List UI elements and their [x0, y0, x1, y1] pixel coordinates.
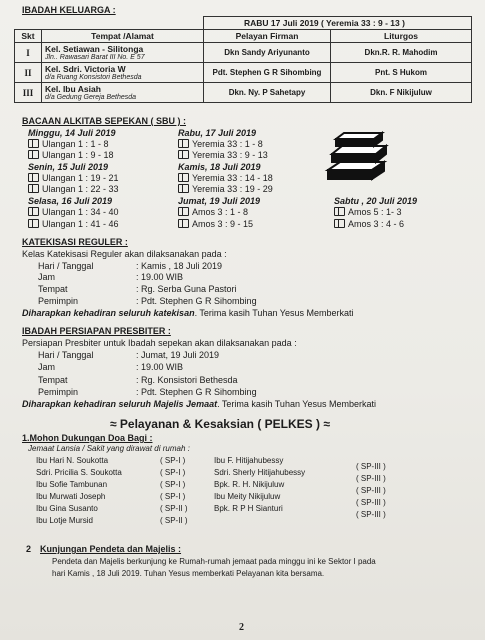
bible-icon: [178, 173, 189, 182]
field-label: Pemimpin: [38, 296, 79, 306]
row-skt: II: [15, 63, 42, 83]
ibadah-keluarga-date-line: RABU 17 Juli 2019 ( Yeremia 33 : 9 - 13 ): [204, 17, 472, 30]
reading-text: Yeremia 33 : 9 - 13: [192, 150, 268, 160]
list-item: Ibu Hari N. Soukotta: [36, 456, 109, 465]
sbu-reading: [28, 139, 109, 149]
pelkes-item2-line1: Pendeta dan Majelis berkunjung ke Rumah-rumah jemaat pada minggu ini ke Sektor I pada: [52, 557, 376, 566]
list-item-sector: ( SP-I ): [160, 456, 186, 465]
ibadah-keluarga-heading: IBADAH KELUARGA :: [22, 5, 116, 15]
list-item: Sdri. Pricilia S. Soukotta: [36, 468, 122, 477]
sbu-day: Minggu, 14 Juli 2019: [28, 128, 116, 138]
sbu-heading: BACAAN ALKITAB SEPEKAN ( SBU ) :: [22, 116, 186, 126]
reading-text: Ulangan 1 : 41 - 46: [42, 219, 119, 229]
katekisasi-intro: Kelas Katekisasi Reguler akan dilaksanakan pada :: [22, 249, 227, 259]
list-item: Bpk. R. H. Nikijuluw: [214, 480, 285, 489]
sbu-day: Senin, 15 Juli 2019: [28, 162, 109, 172]
reading-text: Amos 5 : 1- 3: [348, 207, 402, 217]
row-pelayan: Dkn. Ny. P Sahetapy: [204, 83, 331, 103]
field-label: Hari / Tanggal: [38, 261, 94, 271]
field-value: : Rg. Konsistori Bethesda: [136, 375, 238, 385]
sbu-reading: [178, 173, 273, 183]
list-item: Ibu Lotje Mursid: [36, 516, 93, 525]
list-item: Ibu F. Hitijahubessy: [214, 456, 284, 465]
sbu-reading: [178, 139, 263, 149]
field-label: Pemimpin: [38, 387, 79, 397]
row-name: Kel. Ibu Asiah: [45, 84, 101, 94]
closing-bold: Diharapkan kehadiran seluruh Majelis Jemaat: [22, 399, 218, 409]
persiapan-closing: [22, 399, 376, 409]
field-value: : Jumat, 19 Juli 2019: [136, 350, 220, 360]
bible-icon: [178, 219, 189, 228]
reading-text: Ulangan 1 : 34 - 40: [42, 207, 119, 217]
list-item-sector: ( SP-III ): [356, 462, 386, 471]
sbu-reading: [178, 219, 253, 229]
field-value: : Pdt. Stephen G R Sihombing: [136, 387, 257, 397]
list-item-sector: ( SP-II ): [160, 504, 188, 513]
row-liturgos: Pnt. S Hukom: [331, 63, 472, 83]
bible-icon: [334, 219, 345, 228]
sbu-reading: [334, 219, 404, 229]
row-liturgos: Dkn. F Nikijuluw: [331, 83, 472, 103]
row-pelayan: Pdt. Stephen G R Sihombing: [204, 63, 331, 83]
sbu-day: Kamis, 18 Juli 2019: [178, 162, 261, 172]
bible-icon: [28, 150, 39, 159]
row-skt: III: [15, 83, 42, 103]
persiapan-heading: IBADAH PERSIAPAN PRESBITER :: [22, 326, 171, 336]
pelkes-item1-sub: Jemaat Lansia / Sakit yang dirawat di rumah :: [28, 444, 190, 453]
reading-text: Ulangan 1 : 9 - 18: [42, 150, 114, 160]
pelkes-title: ≈ Pelayanan & Kesaksian ( PELKES ) ≈: [110, 417, 330, 431]
closing-rest: . Terima kasih Tuhan Yesus Memberkati: [217, 399, 376, 409]
row-pelayan: Dkn Sandy Ariyunanto: [204, 43, 331, 63]
row-addr: Jln.. Rawasari Barat III No. E 57: [45, 54, 145, 61]
sbu-day: Rabu, 17 Juli 2019: [178, 128, 257, 138]
col-tempat: Tempat /Alamat: [42, 30, 204, 43]
row-skt: I: [15, 43, 42, 63]
row-addr: d/a Gedung Gereja Bethesda: [45, 94, 137, 101]
sbu-reading: [28, 150, 114, 160]
list-item: Ibu Meity Nikijuluw: [214, 492, 281, 501]
sbu-reading: [28, 184, 119, 194]
table-header-row: [15, 30, 472, 43]
katekisasi-closing: [22, 308, 354, 318]
row-name: Kel. Setiawan - Silitonga: [45, 44, 144, 54]
sbu-day: Jumat, 19 Juli 2019: [178, 196, 261, 206]
reading-text: Ulangan 1 : 19 - 21: [42, 173, 119, 183]
bible-icon: [178, 139, 189, 148]
list-item-sector: ( SP-I ): [160, 492, 186, 501]
reading-text: Amos 3 : 9 - 15: [192, 219, 254, 229]
reading-text: Ulangan 1 : 22 - 33: [42, 184, 119, 194]
list-item-sector: ( SP-I ): [160, 468, 186, 477]
col-skt: Skt: [15, 30, 42, 43]
bible-icon: [28, 184, 39, 193]
pelkes-item2-num: 2: [26, 544, 32, 554]
list-item-sector: ( SP-II ): [160, 516, 188, 525]
reading-text: Yeremia 33 : 19 - 29: [192, 184, 273, 194]
field-value: : 19.00 WIB: [136, 362, 184, 372]
sbu-reading: [28, 219, 119, 229]
books-stack-icon: [322, 130, 394, 186]
field-label: Tempat: [38, 375, 68, 385]
list-item: Sdri. Sherly Hitijahubessy: [214, 468, 306, 477]
sbu-reading: [178, 207, 248, 217]
reading-text: Yeremia 33 : 1 - 8: [192, 139, 263, 149]
katekisasi-heading: KATEKISASI REGULER :: [22, 237, 128, 247]
bible-icon: [28, 219, 39, 228]
closing-rest: . Terima kasih Tuhan Yesus Memberkati: [194, 308, 354, 318]
reading-text: Yeremia 33 : 14 - 18: [192, 173, 273, 183]
bible-icon: [178, 207, 189, 216]
field-value: : Pdt. Stephen G R Sihombing: [136, 296, 257, 306]
sbu-reading: [334, 207, 402, 217]
pelkes-item2-line2: hari Kamis , 18 Juli 2019. Tuhan Yesus memberkati Pelayanan kita bersama.: [52, 569, 325, 578]
reading-text: Ulangan 1 : 1 - 8: [42, 139, 109, 149]
row-name: Kel. Sdri. Victoria W: [45, 64, 126, 74]
sbu-day: Selasa, 16 Juli 2019: [28, 196, 113, 206]
sbu-day: Sabtu , 20 Juli 2019: [334, 196, 418, 206]
table-row: [15, 83, 472, 103]
field-label: Jam: [38, 272, 56, 282]
field-label: Jam: [38, 362, 56, 372]
persiapan-intro: Persiapan Presbiter untuk Ibadah sepekan akan dilaksanakan pada :: [22, 338, 297, 348]
sbu-reading: [178, 150, 268, 160]
list-item: Ibu Murwati Joseph: [36, 492, 106, 501]
page-number: 2: [239, 622, 244, 633]
list-item-sector: ( SP-III ): [356, 486, 386, 495]
list-item: Bpk. R P H Sianturi: [214, 504, 283, 513]
sbu-reading: [28, 173, 119, 183]
reading-text: Amos 3 : 1 - 8: [192, 207, 249, 217]
col-pelayan: Pelayan Firman: [204, 30, 331, 43]
reading-text: Amos 3 : 4 - 6: [348, 219, 405, 229]
bible-icon: [28, 173, 39, 182]
row-addr: d/a Ruang Konsistori Bethesda: [45, 74, 142, 81]
list-item: Ibu Gina Susanto: [36, 504, 98, 513]
list-item: Ibu Sofie Tambunan: [36, 480, 108, 489]
ibadah-keluarga-table: [14, 16, 472, 103]
sbu-reading: [28, 207, 119, 217]
table-row: [15, 43, 472, 63]
field-value: : Kamis , 18 Juli 2019: [136, 261, 223, 271]
pelkes-item1-heading: 1.Mohon Dukungan Doa Bagi :: [22, 433, 153, 443]
bible-icon: [334, 207, 345, 216]
list-item-sector: ( SP-III ): [356, 498, 386, 507]
field-value: : Rg. Serba Guna Pastori: [136, 284, 237, 294]
field-label: Hari / Tanggal: [38, 350, 94, 360]
bible-icon: [28, 139, 39, 148]
list-item-sector: ( SP-III ): [356, 474, 386, 483]
pelkes-item2-heading: Kunjungan Pendeta dan Majelis :: [40, 544, 182, 554]
list-item-sector: ( SP-I ): [160, 480, 186, 489]
row-liturgos: Dkn.R. R. Mahodim: [331, 43, 472, 63]
sbu-reading: [178, 184, 273, 194]
bible-icon: [178, 150, 189, 159]
list-item-sector: ( SP-III ): [356, 510, 386, 519]
bible-icon: [28, 207, 39, 216]
col-liturgos: Liturgos: [331, 30, 472, 43]
field-label: Tempat: [38, 284, 68, 294]
table-row: [15, 63, 472, 83]
field-value: : 19.00 WIB: [136, 272, 184, 282]
closing-bold: Diharapkan kehadiran seluruh katekisan: [22, 308, 195, 318]
bible-icon: [178, 184, 189, 193]
